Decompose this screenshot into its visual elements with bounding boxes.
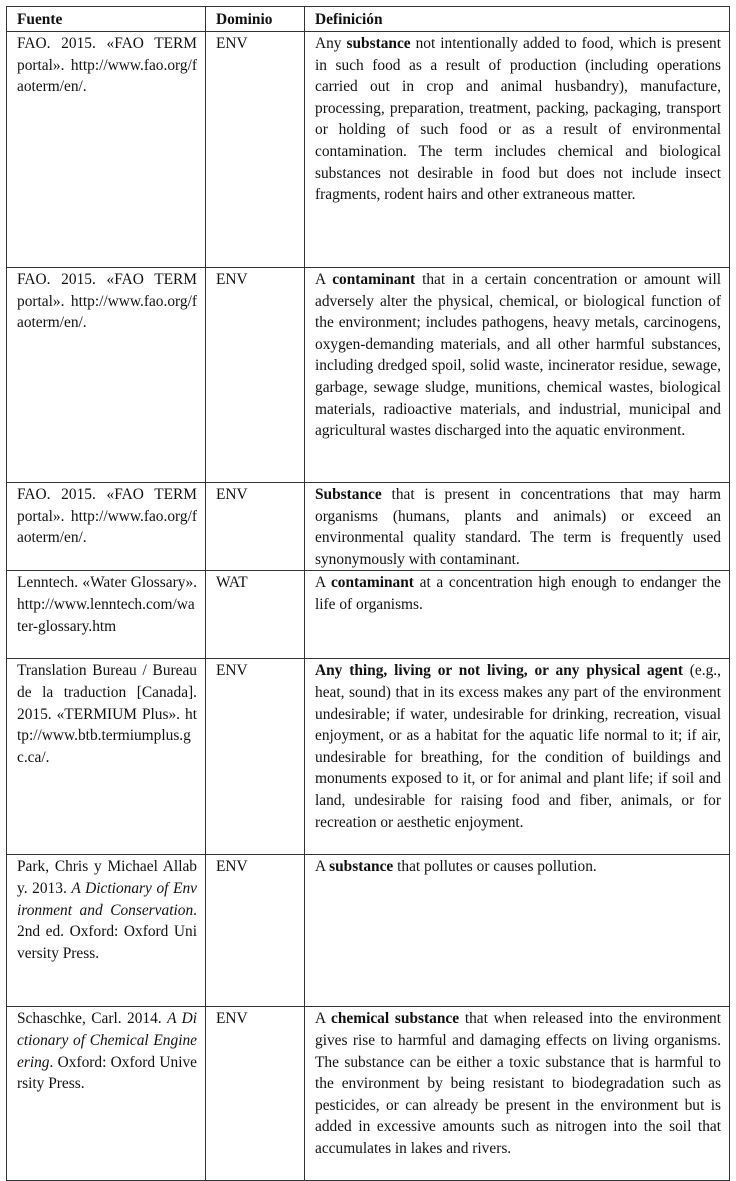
definition-cell: A substance that pollutes or causes pollution.	[305, 855, 730, 1007]
source-title: A Dictionary of Chemical Engineering	[17, 1010, 197, 1071]
source-url: http://www.fao.org/faoterm/en/.	[17, 56, 197, 96]
definition-cell: A contaminant at a concentration high enough to endanger the life of organisms.	[305, 571, 730, 659]
definition-cell: Substance that is present in concentrations that may harm organisms (humans, plants and animals) or exceed an environmental quality standard. The term is frequently used synonymously with contaminant.	[305, 483, 730, 571]
table-row	[7, 659, 730, 855]
table-row	[7, 268, 730, 483]
source-text: FAO. 2015. «FAO TERM portal».	[17, 271, 197, 310]
table-row	[7, 32, 730, 268]
source-cell: Park, Chris y Michael Allaby. 2013. A Dictionary of Environment and Conservation. 2nd ed. Oxford: Oxford University Press.	[7, 855, 206, 1007]
source-url: http://www.fao.org/faoterm/en/.	[17, 507, 197, 547]
domain-cell: ENV	[206, 32, 305, 268]
definition-cell: A contaminant that in a certain concentration or amount will adversely alter the physical, chemical, or biological function of the environment; includes pathogens, heavy metals, carcinogens, oxygen-demanding materials, and all other harmful substances, including dredged spoil, solid waste, incinerator residue, sewage, garbage, sewage sludge, munitions, chemical wastes, biological materials, radioactive materials, and industrial, municipal and agricultural wastes discharged into the aquatic environment.	[305, 268, 730, 483]
domain-cell: ENV	[206, 483, 305, 571]
definition-cell: A chemical substance that when released into the environment gives rise to harmful and damaging effects on living organisms. The substance can be either a toxic substance that is harmful to the environment by being resistant to biodegradation such as pesticides, or can already be present in the environment but is added in excessive amounts such as nitrogen into the soil that accumulates in lakes and rivers.	[305, 1007, 730, 1181]
header-domain: Dominio	[206, 7, 305, 32]
table-row	[7, 571, 730, 659]
source-text: FAO. 2015. «FAO TERM portal».	[17, 35, 197, 74]
source-url: http://www.btb.termiumplus.gc.ca/.	[17, 705, 197, 766]
source-cell	[7, 268, 206, 483]
definition-term: contaminant	[332, 271, 416, 288]
domain-cell: ENV	[206, 855, 305, 1007]
definition-term: Any thing, living or not living, or any physical agent	[315, 662, 683, 680]
source-cell: Schaschke, Carl. 2014. A Dictionary of Chemical Engineering. Oxford: Oxford University Press.	[7, 1007, 206, 1181]
header-source: Fuente	[7, 7, 206, 32]
source-text: Translation Bureau / Bureau de la traduction [Canada]. 2015. «TERMIUM Plus».	[17, 662, 197, 723]
definitions-table	[6, 6, 730, 1181]
definition-term: Substance	[315, 486, 382, 503]
header-definition: Definición	[305, 7, 730, 32]
table-row	[7, 483, 730, 571]
domain-cell: ENV	[206, 1007, 305, 1181]
source-cell	[7, 32, 206, 268]
source-cell	[7, 483, 206, 571]
domain-cell: ENV	[206, 268, 305, 483]
definition-cell: Any substance not intentionally added to food, which is present in such food as a result of production (including operations carried out in crop and animal husbandry), manufacture, processing, preparation, treatment, packing, packaging, transport or holding of such food or as a result of environmental contamination. The term includes chemical and biological substances not desirable in food but does not include insect fragments, rodent hairs and other extraneous matter.	[305, 32, 730, 268]
source-text: FAO. 2015. «FAO TERM portal».	[17, 486, 197, 525]
table-row	[7, 855, 730, 1007]
domain-cell: WAT	[206, 571, 305, 659]
source-title: A Dictionary of Environment and Conservation	[17, 879, 197, 919]
table-row	[7, 1007, 730, 1181]
definition-term: substance	[346, 35, 411, 52]
source-cell	[7, 659, 206, 855]
domain-cell: ENV	[206, 659, 305, 855]
header-row	[7, 7, 730, 32]
definition-term: substance	[329, 858, 394, 876]
definition-term: chemical substance	[331, 1010, 460, 1028]
source-url: http://www.fao.org/faoterm/en/.	[17, 292, 197, 332]
definition-term: contaminant	[330, 574, 414, 592]
definition-cell: Any thing, living or not living, or any physical agent (e.g., heat, sound) that in its excess makes any part of the environment undesirable; if water, undesirable for drinking, recreation, visual enjoyment, or as a habitat for the aquatic life normal to it; if air, undesirable for breathing, for the condition of buildings and monuments exposed to it, or for animal and plant life; if soil and land, undesirable for raising food and fiber, animals, or for recreation or aesthetic enjoyment.	[305, 659, 730, 855]
source-cell	[7, 571, 206, 659]
source-text: Lenntech. «Water Glossary».	[17, 574, 197, 592]
source-url: http://www.lenntech.com/water-glossary.htm	[17, 595, 195, 635]
